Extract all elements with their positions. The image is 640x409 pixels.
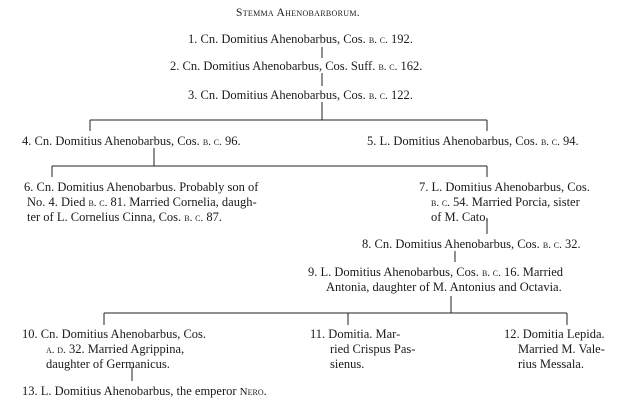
node-9-line-1-era: b. c. — [481, 267, 501, 279]
node-11-line-1: 11. Domitia. Mar- — [310, 327, 401, 341]
node-1-year: 192. — [387, 32, 413, 46]
node-6-line-3-pre: ter of L. Cornelius Cinna, Cos. — [27, 210, 185, 224]
node-4 — [22, 134, 241, 149]
node-13 — [22, 384, 267, 399]
node-13-pre: 13. L. Domitius Ahenobarbus, the emperor — [22, 384, 240, 398]
node-6-line-3-era: b. c. — [184, 212, 204, 224]
node-10-line-2 — [46, 342, 184, 357]
node-10-line-3: daughter of Germanicus. — [46, 357, 170, 371]
node-6-line-2 — [27, 195, 257, 210]
node-4-year: 96. — [221, 134, 241, 148]
node-4-era: b. c. — [202, 136, 222, 148]
node-1 — [188, 32, 413, 47]
node-1-era: b. c. — [368, 34, 388, 46]
node-9-line-1 — [308, 265, 563, 280]
node-6-line-2-post: 81. Married Cornelia, daugh- — [107, 195, 257, 209]
node-8-text: 8. Cn. Domitius Ahenobarbus, Cos. — [362, 237, 543, 251]
node-6-line-2-era: b. c. — [88, 197, 108, 209]
diagram-title: Stemma Ahenobarborum. — [236, 7, 360, 19]
node-3 — [188, 88, 413, 103]
node-12-line-3: rius Messala. — [518, 357, 584, 371]
node-6-line-1: 6. Cn. Domitius Ahenobarbus. Probably son of — [24, 180, 259, 194]
node-8-era: b. c. — [542, 239, 562, 251]
node-10-line-2-post: 32. Married Agrippina, — [65, 342, 185, 356]
node-5-year: 94. — [559, 134, 579, 148]
node-7-line-2-era: b. c. — [431, 197, 450, 209]
node-10-line-1: 10. Cn. Domitius Ahenobarbus, Cos. — [22, 327, 207, 341]
node-12-line-1: 12. Domitia Lepida. — [504, 327, 605, 341]
node-2-text: 2. Cn. Domitius Ahenobarbus, Cos. Suff. — [170, 59, 379, 73]
node-13-name: Nero — [239, 386, 264, 398]
node-7-line-2-post: 54. Married Porcia, sister — [449, 195, 580, 209]
node-6-line-2-pre: No. 4. Died — [27, 195, 89, 209]
node-10-line-2-era: a. d. — [46, 344, 66, 356]
node-3-year: 122. — [387, 88, 413, 102]
node-3-text: 3. Cn. Domitius Ahenobarbus, Cos. — [188, 88, 369, 102]
node-7-line-3: of M. Cato. — [431, 210, 489, 224]
node-11-line-2: ried Crispus Pas- — [330, 342, 416, 356]
node-9-line-1-pre: 9. L. Domitius Ahenobarbus, Cos. — [308, 265, 482, 279]
node-7-line-2 — [431, 195, 580, 210]
node-8-year: 32. — [561, 237, 581, 251]
node-4-text: 4. Cn. Domitius Ahenobarbus, Cos. — [22, 134, 203, 148]
node-13-post: . — [263, 384, 267, 398]
node-5-text: 5. L. Domitius Ahenobarbus, Cos. — [367, 134, 541, 148]
node-1-text: 1. Cn. Domitius Ahenobarbus, Cos. — [188, 32, 369, 46]
node-7-line-1: 7. L. Domitius Ahenobarbus, Cos. — [419, 180, 590, 194]
node-5-era: b. c. — [540, 136, 560, 148]
node-2-era: b. c. — [378, 61, 398, 73]
node-2-year: 162. — [397, 59, 423, 73]
node-8 — [362, 237, 581, 252]
node-9-line-1-post: 16. Married — [500, 265, 564, 279]
node-6-line-3 — [27, 210, 222, 225]
node-2 — [170, 59, 422, 74]
node-3-era: b. c. — [368, 90, 388, 102]
node-6-line-3-post: 87. — [203, 210, 222, 224]
node-5 — [367, 134, 579, 149]
node-11-line-3: sienus. — [330, 357, 365, 371]
node-9-line-2: Antonia, daughter of M. Antonius and Octavia. — [326, 280, 562, 294]
node-12-line-2: Married M. Vale- — [518, 342, 605, 356]
